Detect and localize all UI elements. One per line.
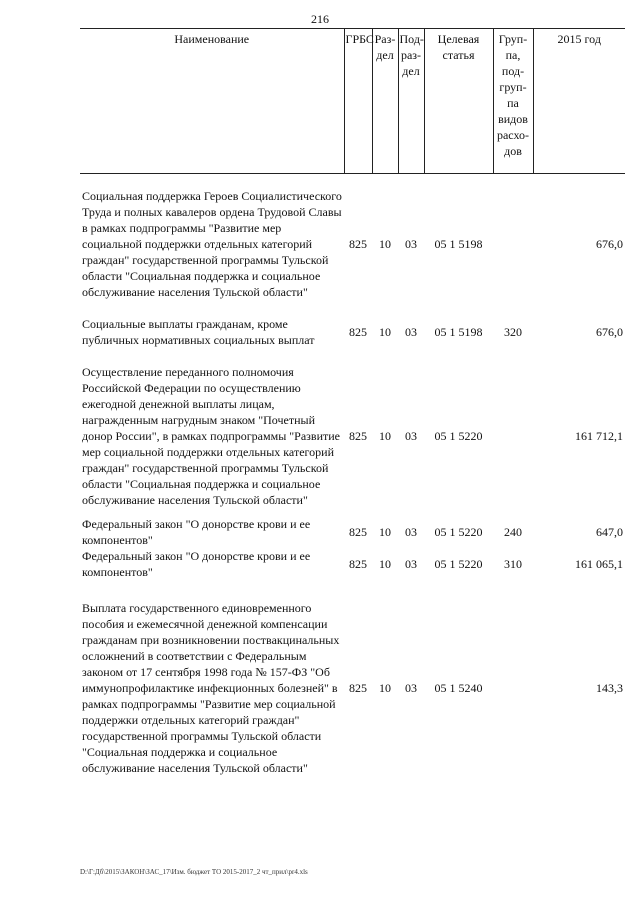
row-amount: 676,0	[596, 237, 623, 251]
table-spacer	[80, 348, 625, 364]
header-podrazdel: Под- раз- дел	[398, 29, 424, 174]
header-year: 2015 год	[533, 29, 625, 174]
table-row	[80, 188, 625, 300]
row-amount: 647,0	[596, 525, 623, 539]
table-spacer	[80, 508, 625, 516]
row-razdel: 10	[379, 557, 391, 571]
table-row	[80, 516, 625, 548]
row-group	[493, 600, 533, 776]
header-grbs: ГРБС	[344, 29, 372, 174]
table-row	[80, 364, 625, 508]
table-spacer	[80, 174, 625, 189]
row-razdel: 10	[379, 237, 391, 251]
row-podrazdel: 03	[405, 681, 417, 695]
header-name: Наименование	[80, 29, 344, 174]
row-article: 05 1 5240	[434, 681, 483, 695]
file-path-footer: D:\Г:Дб\2015\ЗАКОН\ЗАС_17\Изм. бюджет ТО 2015-2017_2 чт_прил\pr4.xls	[80, 868, 308, 876]
row-podrazdel: 03	[405, 237, 417, 251]
row-amount: 161 065,1	[575, 557, 623, 571]
row-group	[493, 188, 533, 300]
row-podrazdel: 03	[405, 557, 417, 571]
row-podrazdel: 03	[405, 525, 417, 539]
row-grbs: 825	[349, 429, 367, 443]
row-podrazdel: 03	[405, 429, 417, 443]
page-number: 216	[311, 12, 329, 26]
row-name: Социальные выплаты гражданам, кроме публичных нормативных социальных выплат	[82, 317, 315, 347]
table-row	[80, 600, 625, 776]
row-podrazdel: 03	[405, 325, 417, 339]
header-article: Целевая статья	[424, 29, 493, 174]
budget-table	[80, 28, 625, 776]
row-razdel: 10	[379, 325, 391, 339]
table-row	[80, 316, 625, 348]
table-spacer	[80, 300, 625, 316]
row-name: Социальная поддержка Героев Социалистического Труда и полных кавалеров ордена Трудовой Славы в рамках подпрограммы "Развитие мер социальной поддержки отдельных категорий граждан" государственной программы Тульской области "Социальная поддержка и социальное обслуживание населения Тульской области"	[82, 189, 342, 299]
row-article: 05 1 5220	[434, 525, 483, 539]
row-name: Федеральный закон "О донорстве крови и ее компонентов"	[82, 517, 311, 547]
row-razdel: 10	[379, 525, 391, 539]
row-grbs: 825	[349, 557, 367, 571]
table-spacer	[80, 580, 625, 600]
row-grbs: 825	[349, 325, 367, 339]
row-group: 310	[504, 557, 522, 571]
header-group: Груп- па, под- груп- па видов расхо- дов	[493, 29, 533, 174]
row-grbs: 825	[349, 681, 367, 695]
row-group	[493, 364, 533, 508]
row-razdel: 10	[379, 681, 391, 695]
header-razdel: Раз- дел	[372, 29, 398, 174]
row-razdel: 10	[379, 429, 391, 443]
row-article: 05 1 5220	[434, 429, 483, 443]
row-name: Выплата государственного единовременного пособия и ежемесячной денежной компенсации гражданам при возникновении поствакцинальных осложнений в соответствии с Федеральным законом от 17 сентября 1998 года № 157-ФЗ "Об иммунопрофилактике инфекционных болезней" в рамках подпрограммы "Развитие мер социальной поддержки отдельных категорий граждан" государственной программы Тульской области "Социальная поддержка и социальное обслуживание населения Тульской области"	[82, 601, 340, 775]
row-grbs: 825	[349, 525, 367, 539]
table-header-row	[80, 29, 625, 174]
row-amount: 143,3	[596, 681, 623, 695]
row-group: 320	[504, 325, 522, 339]
row-name: Федеральный закон "О донорстве крови и ее компонентов"	[82, 549, 311, 579]
row-group: 240	[504, 525, 522, 539]
row-grbs: 825	[349, 237, 367, 251]
table-row	[80, 548, 625, 580]
row-name: Осуществление переданного полномочия Российской Федерации по осуществлению ежегодной денежной выплаты лицам, награжденным нагрудным знаком "Почетный донор России", в рамках подпрограммы "Развитие мер социальной поддержки отдельных категорий граждан" государственной программы Тульской области "Социальная поддержка и социальное обслуживание населения Тульской области"	[82, 365, 340, 507]
row-amount: 676,0	[596, 325, 623, 339]
row-amount: 161 712,1	[575, 429, 623, 443]
row-article: 05 1 5198	[434, 237, 483, 251]
row-article: 05 1 5220	[434, 557, 483, 571]
row-article: 05 1 5198	[434, 325, 483, 339]
